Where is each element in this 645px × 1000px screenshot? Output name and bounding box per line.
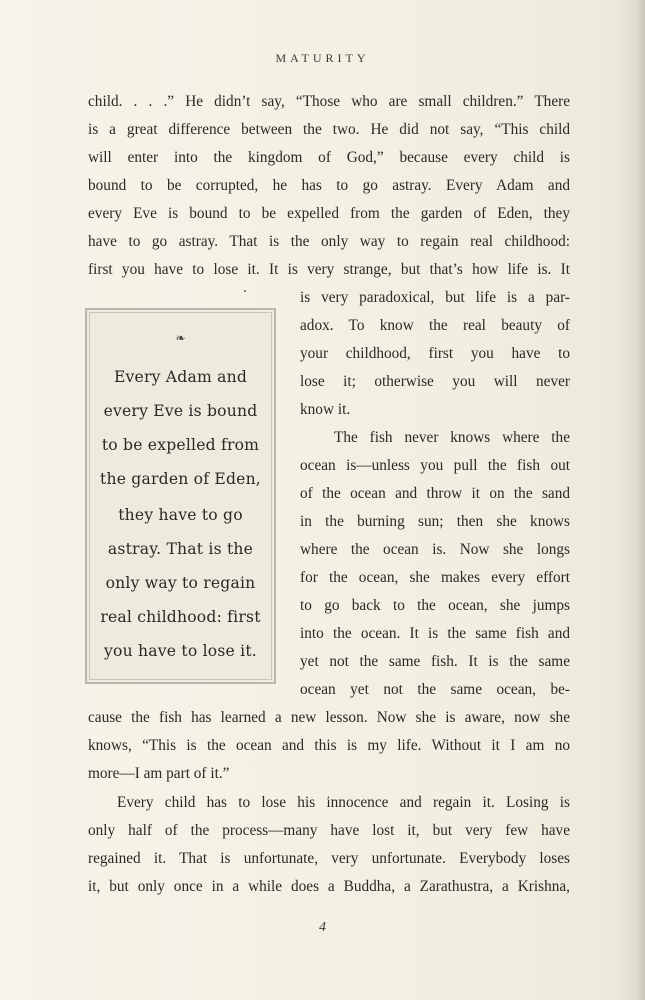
body-line: bound to be corrupted, he has to go astray. Every Adam and: [88, 177, 570, 194]
body-line: knows, “This is the ocean and this is my life. Without it I am no: [88, 737, 570, 754]
body-line: to go back to the ocean, she jumps: [300, 597, 570, 614]
body-line: only half of the process—many have lost it, but very few have: [88, 822, 570, 839]
body-line: will enter into the kingdom of God,” because every child is: [88, 149, 570, 166]
body-line: Every child has to lose his innocence and regain it. Losing is: [117, 794, 570, 811]
body-line: where the ocean is. Now she longs: [300, 541, 570, 558]
pull-quote-line: Every Adam and: [113, 368, 248, 386]
pull-quote-line: every Eve is bound: [103, 402, 258, 420]
body-line: ocean is—unless you pull the fish out: [300, 457, 570, 474]
body-line: adox. To know the real beauty of: [300, 317, 570, 334]
page-number: 4: [319, 920, 326, 935]
pull-quote-line: astray. That is the: [107, 540, 254, 558]
decorative-dot: [244, 290, 246, 292]
body-line: lose it; otherwise you will never: [300, 373, 570, 390]
body-line: child. . . .” He didn’t say, “Those who are small children.” There: [88, 93, 570, 110]
pull-quote-line: real childhood: first: [100, 608, 261, 626]
body-line: ocean yet not the same ocean, be-: [300, 681, 570, 698]
body-line: regained it. That is unfortunate, very unfortunate. Everybody loses: [88, 850, 570, 867]
body-line: in the burning sun; then she knows: [300, 513, 570, 530]
body-line: is very paradoxical, but life is a par-: [300, 289, 570, 306]
body-line: yet not the same fish. It is the same: [300, 653, 570, 670]
body-line: The fish never knows where the: [334, 429, 570, 446]
body-line: your childhood, first you have to: [300, 345, 570, 362]
body-line: more—I am part of it.”: [88, 765, 230, 782]
body-line: know it.: [300, 401, 351, 418]
page-edge-shadow: [617, 0, 645, 1000]
body-line: it, but only once in a while does a Buddha, a Zarathustra, a Krishna,: [88, 878, 570, 895]
pull-quote-line: only way to regain: [105, 574, 256, 592]
body-line: cause the fish has learned a new lesson. Now she is aware, now she: [88, 709, 570, 726]
body-line: first you have to lose it. It is very strange, but that’s how life is. It: [88, 261, 570, 278]
pull-quote-line: you have to lose it.: [104, 642, 257, 660]
fleuron-icon: ❧: [175, 331, 186, 345]
pull-quote-line: to be expelled from: [101, 436, 260, 454]
body-line: into the ocean. It is the same fish and: [300, 625, 570, 642]
body-line: of the ocean and throw it on the sand: [300, 485, 570, 502]
pull-quote-line: they have to go: [118, 506, 243, 524]
running-head: MATURITY: [275, 51, 370, 65]
pull-quote: [85, 308, 276, 684]
pull-quote-line: the garden of Eden,: [100, 470, 261, 488]
body-line: every Eve is bound to be expelled from the garden of Eden, they: [88, 205, 570, 222]
body-line: for the ocean, she makes every effort: [300, 569, 570, 586]
body-line: have to go astray. That is the only way to regain real childhood:: [88, 233, 570, 250]
body-line: is a great difference between the two. He did not say, “This child: [88, 121, 570, 138]
